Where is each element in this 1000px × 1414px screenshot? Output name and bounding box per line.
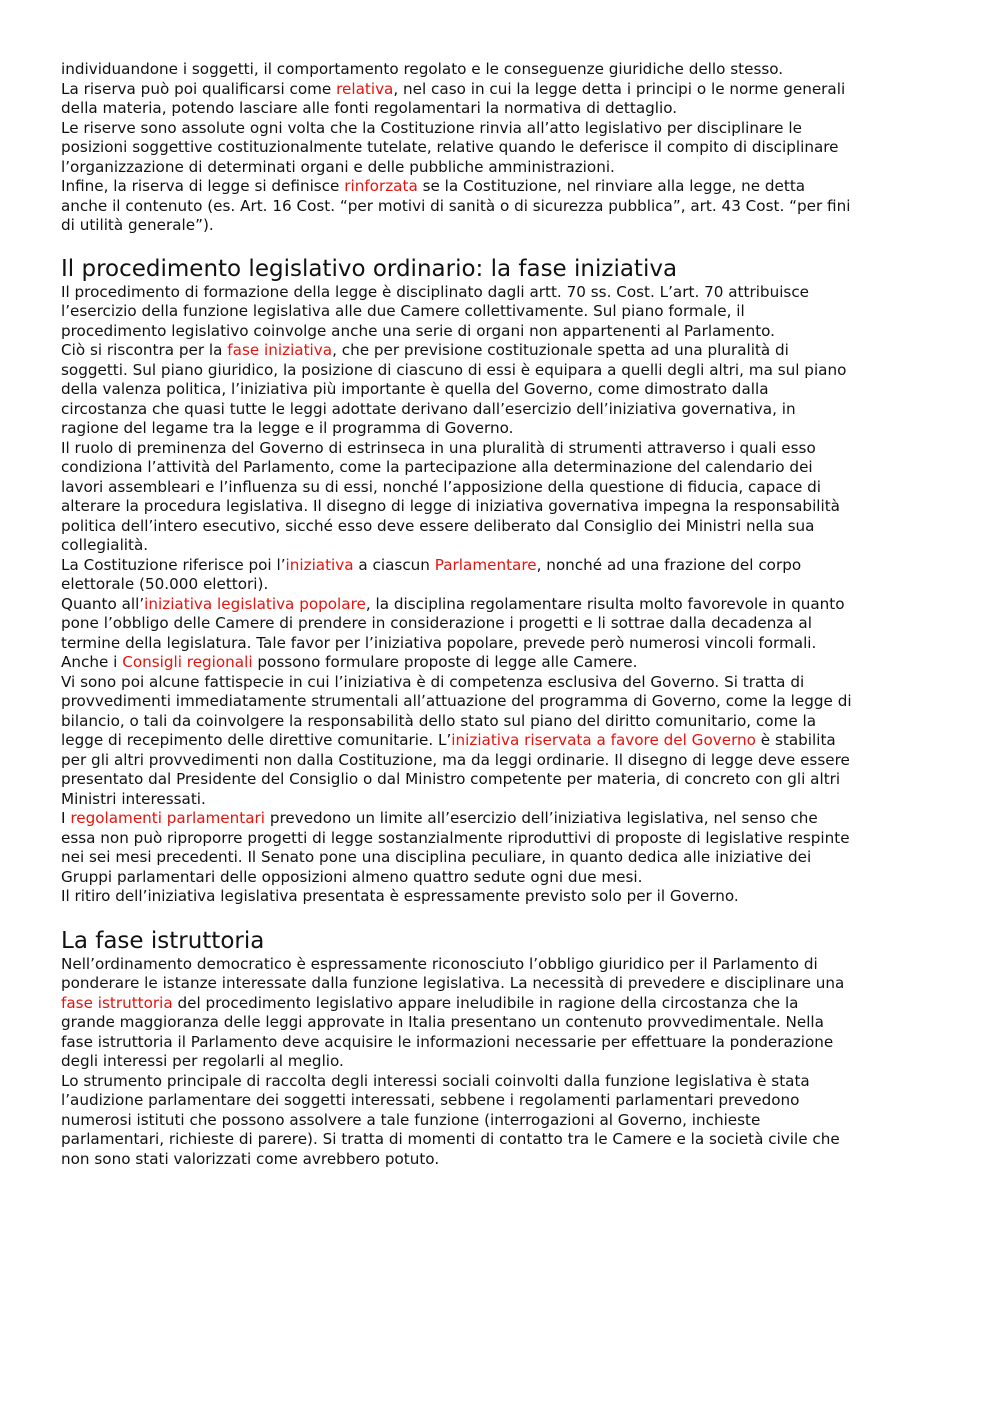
text-line (61, 790, 941, 810)
highlighted-term: iniziativa (285, 555, 354, 574)
text-segment: numerosi istituti che possono assolvere a tale funzione (interrogazioni al Governo, inchieste (61, 1110, 761, 1129)
text-segment: provvedimenti immediatamente strumentali all’attuazione del programma di Governo, come la legge di (61, 692, 852, 710)
text-line (61, 60, 941, 80)
text-segment: Nell’ordinamento democratico è espressamente riconosciuto l’obbligo giuridico per il Parlamento di (61, 954, 818, 973)
text-line (61, 478, 941, 498)
text-line (61, 158, 941, 178)
text-line (61, 692, 941, 712)
text-segment: procedimento legislativo coinvolge anche una serie di organi non appartenenti al Parlamento. (61, 321, 775, 340)
text-segment: della valenza politica, l’iniziativa più importante è quella del Governo, come dimostrato dalla (61, 380, 769, 398)
highlighted-term: Parlamentare (434, 555, 537, 574)
text-segment: Quanto all’ (61, 594, 145, 613)
text-line (61, 119, 941, 139)
text-segment: l’organizzazione di determinati organi e delle pubbliche amministrazioni. (61, 157, 615, 176)
text-segment: fase istruttoria il Parlamento deve acquisire le informazioni necessarie per effettuare la ponderazione (61, 1032, 834, 1051)
text-line (61, 99, 941, 119)
text-segment: La Costituzione riferisce poi l’ (61, 555, 286, 574)
text-line (61, 595, 941, 615)
text-segment: prevedono un limite all’esercizio dell’iniziativa legislativa, nel senso che (265, 809, 818, 827)
text-line (61, 770, 941, 790)
text-segment: Anche i (61, 653, 123, 671)
highlighted-term: Consigli regionali (122, 653, 253, 671)
text-segment: Le riserve sono assolute ogni volta che la Costituzione rinvia all’atto legislativo per disciplinare le (61, 118, 802, 137)
text-segment: , la disciplina regolamentare risulta molto favorevole in quanto (365, 594, 845, 613)
text-line (61, 556, 941, 576)
text-line (61, 283, 941, 303)
text-line (61, 380, 941, 400)
section-heading-fase-istruttoria: La fase istruttoria (61, 927, 265, 954)
text-segment: non sono stati valorizzati come avrebbero potuto. (61, 1149, 440, 1168)
text-segment: grande maggioranza delle leggi approvate in Italia presentano un contenuto provvedimentale. Nella (61, 1013, 824, 1031)
text-segment: Il procedimento di formazione della legge è disciplinato dagli artt. 70 ss. Cost. L’art. 70 attribuisce (61, 282, 810, 301)
text-segment: di utilità generale”). (61, 216, 214, 234)
text-line (61, 361, 941, 381)
text-segment: degli interessi per regolarli al meglio. (61, 1052, 344, 1070)
highlighted-term: relativa (336, 79, 394, 98)
text-line (61, 1130, 941, 1150)
text-segment: l’esercizio della funzione legislativa alle due Camere collettivamente. Sul piano formale, il (61, 302, 745, 320)
text-line (61, 731, 941, 751)
text-segment: Il ritiro dell’iniziativa legislativa presentata è espressamente previsto solo per il Governo. (61, 887, 739, 905)
highlighted-term: fase istruttoria (61, 993, 173, 1012)
text-line (61, 955, 941, 975)
text-segment: La riserva può poi qualificarsi come (61, 79, 337, 98)
text-segment: essa non può riproporre progetti di legge sostanzialmente riproduttivi di proposte di legislative respinte (61, 828, 850, 847)
text-segment: possono formulare proposte di legge alle Camere. (252, 653, 638, 671)
text-segment: Vi sono poi alcune fattispecie in cui l’iniziativa è di competenza esclusiva del Governo. Si tratta di (61, 672, 805, 691)
text-line (61, 751, 941, 771)
text-segment: posizioni soggettive costituzionalmente tutelate, relative quando le deferisce il compito di disciplinare (61, 138, 839, 156)
text-line (61, 341, 941, 361)
text-line (61, 653, 941, 673)
text-line (61, 868, 941, 888)
text-segment: a ciascun (353, 555, 435, 574)
text-segment: del procedimento legislativo appare ineludibile in ragione della circostanza che la (172, 993, 799, 1012)
text-segment: Lo strumento principale di raccolta degli interessi sociali coinvolti dalla funzione legislativa è stata (61, 1071, 810, 1090)
text-segment: Gruppi parlamentari delle opposizioni almeno quattro sedute ogni due mesi. (61, 867, 643, 886)
text-segment: è stabilita (755, 731, 836, 749)
text-line (61, 322, 941, 342)
text-line (61, 994, 941, 1014)
text-segment: presentato dal Presidente del Consiglio o dal Ministro competente per materia, di concreto con gli altri (61, 770, 841, 788)
text-segment: bilancio, o tali da coinvolgere la responsabilità dello stato sul piano del diritto comunitario, come la (61, 711, 817, 730)
text-line (61, 1033, 941, 1053)
highlighted-term: fase iniziativa (227, 341, 333, 359)
text-segment: Il ruolo di preminenza del Governo di estrinseca in una pluralità di strumenti attraverso i quali esso (61, 438, 816, 457)
text-segment: circostanza che quasi tutte le leggi adottate derivano dall’esercizio dell’iniziativa governativa, in (61, 399, 796, 418)
text-segment: parlamentari, richieste di parere). Si tratta di momenti di contatto tra le Camere e la società civile che (61, 1130, 840, 1148)
text-segment: Infine, la riserva di legge si definisce (61, 177, 345, 195)
intro-paragraphs (61, 60, 941, 236)
text-line (61, 848, 941, 868)
text-line (61, 439, 941, 459)
text-segment: se la Costituzione, nel rinviare alla legge, ne detta (417, 177, 806, 195)
text-segment: collegialità. (61, 536, 149, 554)
text-segment: Ministri interessati. (61, 789, 206, 808)
text-line (61, 197, 941, 217)
text-segment: per gli altri provvedimenti non dalla Costituzione, ma da leggi ordinarie. Il disegno di legge deve essere (61, 750, 850, 769)
text-line (61, 536, 941, 556)
text-segment: I (61, 809, 71, 827)
text-line (61, 809, 941, 829)
text-segment: individuandone i soggetti, il comportamento regolato e le conseguenze giuridiche dello stesso. (61, 60, 784, 78)
text-segment: ponderare le istanze interessate dalla funzione legislativa. La necessità di prevedere e disciplinare una (61, 974, 845, 992)
text-segment: pone l’obbligo delle Camere di prendere in considerazione i progetti e li sottrae dalla decadenza al (61, 614, 812, 632)
text-line (61, 400, 941, 420)
text-segment: lavori assembleari e l’influenza su di essi, nonché l’apposizione della questione di fiducia, capace di (61, 477, 822, 496)
text-line (61, 80, 941, 100)
text-line (61, 1150, 941, 1170)
text-segment: politica dell’intero esecutivo, sicché esso deve essere deliberato dal Consiglio dei Ministri nella sua (61, 516, 815, 535)
highlighted-term: regolamenti parlamentari (70, 809, 265, 827)
text-segment: , nonché ad una frazione del corpo (536, 555, 802, 574)
section-heading-fase-iniziativa: Il procedimento legislativo ordinario: la fase iniziativa (61, 255, 678, 282)
text-line (61, 614, 941, 634)
text-segment: ragione del legame tra la legge e il programma di Governo. (61, 419, 514, 437)
text-line (61, 1013, 941, 1033)
text-line (61, 1052, 941, 1072)
text-line (61, 1072, 941, 1092)
text-segment: , che per previsione costituzionale spetta ad una pluralità di (332, 341, 789, 359)
text-line (61, 517, 941, 537)
text-line (61, 138, 941, 158)
text-line (61, 974, 941, 994)
text-segment: nei sei mesi precedenti. Il Senato pone una disciplina peculiare, in quanto dedica alle iniziative dei (61, 848, 812, 866)
highlighted-term: iniziativa riservata a favore del Governo (451, 731, 756, 749)
text-line (61, 458, 941, 478)
text-segment: legge di recepimento delle direttive comunitarie. L’ (61, 731, 452, 749)
text-line (61, 575, 941, 595)
text-segment: anche il contenuto (es. Art. 16 Cost. “per motivi di sanità o di sicurezza pubblica”, art. 43 Cost. “per fini (61, 196, 851, 215)
text-segment: , nel caso in cui la legge detta i principi o le norme generali (393, 79, 846, 98)
text-segment: termine della legislatura. Tale favor per l’iniziativa popolare, prevede però numerosi vincoli formali. (61, 633, 817, 652)
highlighted-term: iniziativa legislativa popolare (144, 594, 366, 613)
text-line (61, 829, 941, 849)
text-line (61, 177, 941, 197)
text-line (61, 419, 941, 439)
text-line (61, 497, 941, 517)
highlighted-term: rinforzata (344, 177, 418, 195)
section-body-fase-istruttoria (61, 955, 941, 1170)
text-segment: elettorale (50.000 elettori). (61, 575, 269, 593)
document-page (61, 60, 941, 1169)
text-segment: alterare la procedura legislativa. Il disegno di legge di iniziativa governativa impegna la responsabilità (61, 497, 840, 515)
text-line (61, 634, 941, 654)
text-line (61, 887, 941, 907)
text-line (61, 673, 941, 693)
text-line (61, 1091, 941, 1111)
text-line (61, 712, 941, 732)
text-segment: l’audizione parlamentare dei soggetti interessati, sebbene i regolamenti parlamentari prevedono (61, 1091, 800, 1109)
text-line (61, 1111, 941, 1131)
section-body-fase-iniziativa (61, 283, 941, 907)
text-line (61, 216, 941, 236)
text-segment: della materia, potendo lasciare alle fonti regolamentari la normativa di dettaglio. (61, 99, 678, 117)
text-line (61, 302, 941, 322)
text-segment: soggetti. Sul piano giuridico, la posizione di ciascuno di essi è equipara a quelli degli altri, ma sul piano (61, 360, 847, 379)
text-segment: Ciò si riscontra per la (61, 341, 228, 359)
text-segment: condiziona l’attività del Parlamento, come la partecipazione alla determinazione del calendario dei (61, 458, 813, 476)
